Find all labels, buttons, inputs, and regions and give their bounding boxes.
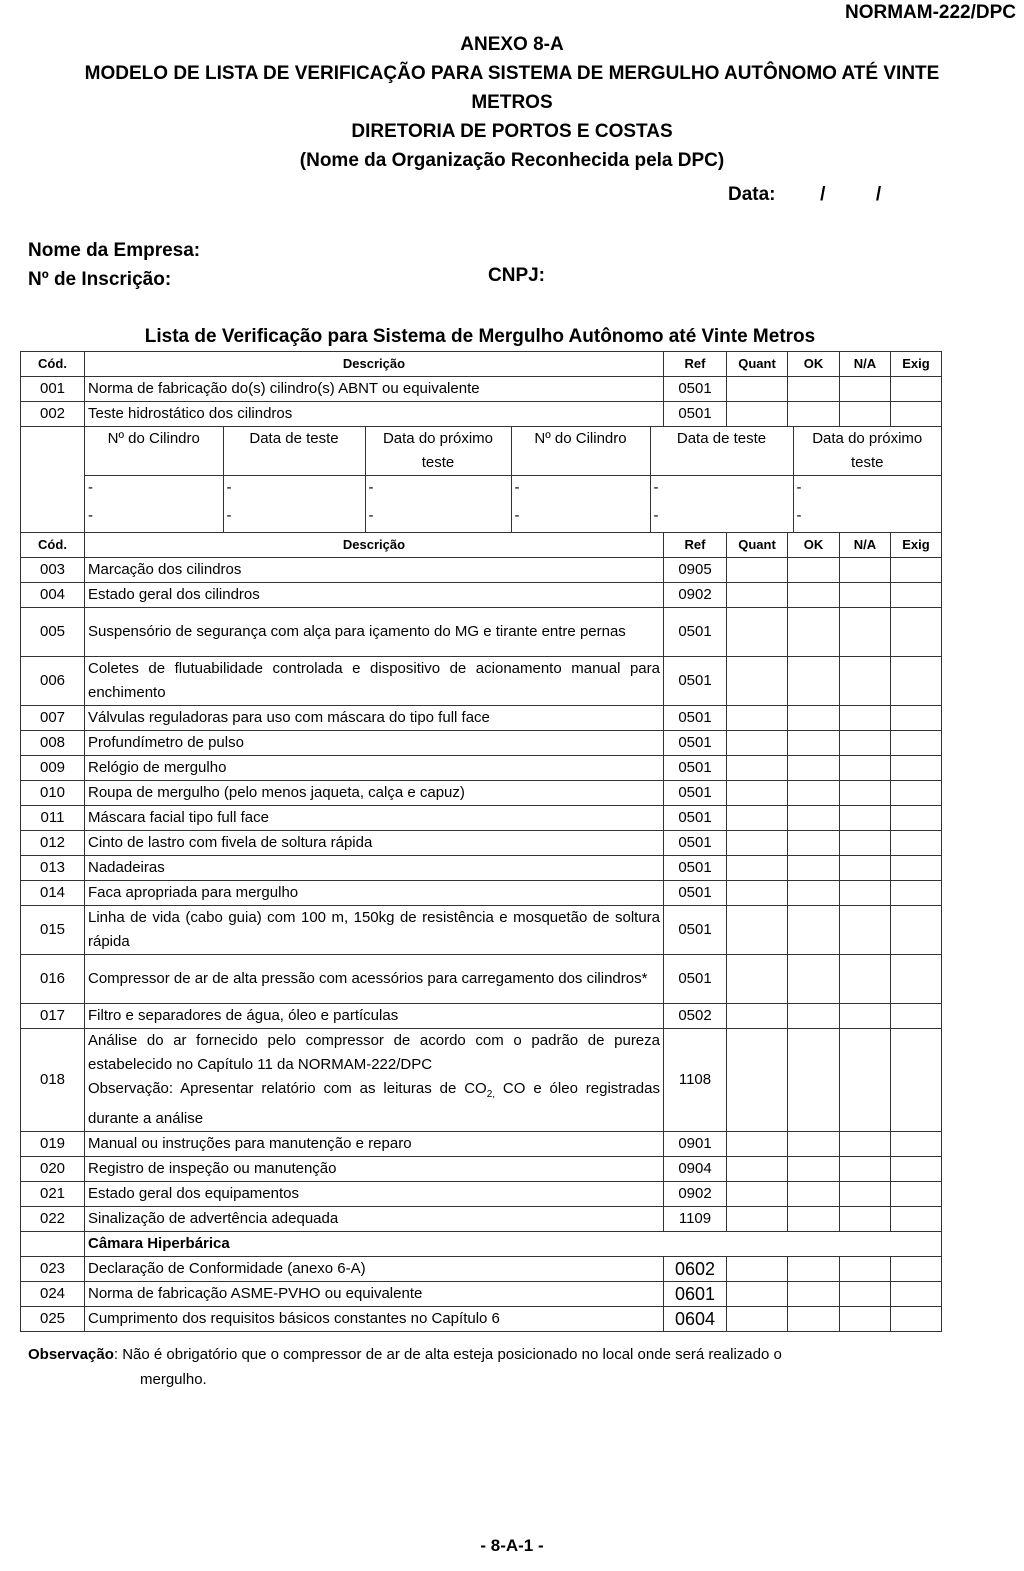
item-description: Coletes de flutuabilidade controlada e dispositivo de acionamento manual para enchimento bbox=[85, 657, 664, 706]
cylinder-column-header: Nº do Cilindro bbox=[85, 427, 223, 476]
ok-cell[interactable] bbox=[788, 955, 840, 1004]
na-cell[interactable] bbox=[840, 906, 891, 955]
item-description: Roupa de mergulho (pelo menos jaqueta, calça e capuz) bbox=[85, 781, 664, 806]
item-ref: 0501 bbox=[664, 657, 727, 706]
na-cell[interactable] bbox=[840, 1157, 891, 1182]
annex-title: ANEXO 8-A bbox=[460, 34, 564, 55]
ok-cell[interactable] bbox=[788, 806, 840, 831]
checklist-row bbox=[21, 402, 942, 427]
exig-cell[interactable] bbox=[891, 583, 942, 608]
cylinder-cell: - bbox=[365, 504, 511, 532]
exig-cell[interactable] bbox=[891, 1004, 942, 1029]
item-ref: 0501 bbox=[664, 608, 727, 657]
exig-cell[interactable] bbox=[891, 756, 942, 781]
quant-cell[interactable] bbox=[727, 856, 788, 881]
ok-cell[interactable] bbox=[788, 1307, 840, 1332]
subscript: 2, bbox=[486, 1089, 496, 1100]
quant-cell[interactable] bbox=[727, 731, 788, 756]
na-cell[interactable] bbox=[840, 706, 891, 731]
na-cell[interactable] bbox=[840, 402, 891, 427]
item-description: Manual ou instruções para manutenção e reparo bbox=[85, 1132, 664, 1157]
item-ref: 0501 bbox=[664, 781, 727, 806]
exig-cell[interactable] bbox=[891, 1307, 942, 1332]
item-ref: 0501 bbox=[664, 756, 727, 781]
observation-label: Observação bbox=[28, 1346, 114, 1363]
item-ref: 1108 bbox=[664, 1029, 727, 1132]
checklist-row bbox=[21, 955, 942, 1004]
checklist-row bbox=[21, 1132, 942, 1157]
na-cell[interactable] bbox=[840, 881, 891, 906]
ok-cell[interactable] bbox=[788, 402, 840, 427]
item-ref: 0501 bbox=[664, 806, 727, 831]
exig-cell[interactable] bbox=[891, 831, 942, 856]
checklist-row bbox=[21, 731, 942, 756]
item-code: 020 bbox=[21, 1157, 85, 1182]
na-cell[interactable] bbox=[840, 1207, 891, 1232]
item-ref: 0501 bbox=[664, 377, 727, 402]
section-header-row bbox=[21, 1232, 942, 1257]
checklist-row bbox=[21, 806, 942, 831]
date-separator: / bbox=[820, 184, 826, 205]
ok-cell[interactable] bbox=[788, 1257, 840, 1282]
na-cell[interactable] bbox=[840, 558, 891, 583]
item-description-note-text: Observação: Apresentar relatório com as leituras de CO bbox=[88, 1080, 487, 1097]
item-ref: 0902 bbox=[664, 1182, 727, 1207]
item-ref: 0902 bbox=[664, 583, 727, 608]
quant-cell[interactable] bbox=[727, 1157, 788, 1182]
quant-cell[interactable] bbox=[727, 906, 788, 955]
exig-cell[interactable] bbox=[891, 856, 942, 881]
quant-cell[interactable] bbox=[727, 955, 788, 1004]
item-code: 006 bbox=[21, 657, 85, 706]
item-code: 010 bbox=[21, 781, 85, 806]
na-cell[interactable] bbox=[840, 781, 891, 806]
item-code: 005 bbox=[21, 608, 85, 657]
item-description: Relógio de mergulho bbox=[85, 756, 664, 781]
na-cell[interactable] bbox=[840, 856, 891, 881]
cylinder-column-header: Nº do Cilindro bbox=[511, 427, 650, 476]
exig-cell[interactable] bbox=[891, 906, 942, 955]
cylinder-table-row bbox=[21, 427, 942, 533]
observation-note bbox=[28, 1342, 990, 1392]
ok-cell[interactable] bbox=[788, 558, 840, 583]
item-description: Estado geral dos equipamentos bbox=[85, 1182, 664, 1207]
quant-cell[interactable] bbox=[727, 377, 788, 402]
table-header-row bbox=[21, 352, 942, 377]
exig-cell[interactable] bbox=[891, 1257, 942, 1282]
item-code: 009 bbox=[21, 756, 85, 781]
ok-cell[interactable] bbox=[788, 881, 840, 906]
na-cell[interactable] bbox=[840, 756, 891, 781]
table-title: Lista de Verificação para Sistema de Mergulho Autônomo até Vinte Metros bbox=[144, 326, 816, 347]
item-code: 001 bbox=[21, 377, 85, 402]
na-cell[interactable] bbox=[840, 831, 891, 856]
exig-cell[interactable] bbox=[891, 1132, 942, 1157]
section-title: Câmara Hiperbárica bbox=[85, 1232, 942, 1257]
item-code: 019 bbox=[21, 1132, 85, 1157]
column-header: Quant bbox=[727, 352, 788, 377]
column-header: N/A bbox=[840, 352, 891, 377]
column-header: Ref bbox=[664, 352, 727, 377]
item-ref: 0904 bbox=[664, 1157, 727, 1182]
ok-cell[interactable] bbox=[788, 1004, 840, 1029]
company-name-label: Nome da Empresa: bbox=[28, 240, 201, 261]
cylinder-table bbox=[85, 427, 941, 532]
document-header bbox=[0, 30, 1024, 175]
page-number: - 8-A-1 - bbox=[480, 1536, 544, 1555]
cylinder-cell: - bbox=[223, 504, 365, 532]
quant-cell[interactable] bbox=[727, 583, 788, 608]
na-cell[interactable] bbox=[840, 1004, 891, 1029]
item-description: Faca apropriada para mergulho bbox=[85, 881, 664, 906]
quant-cell[interactable] bbox=[727, 1182, 788, 1207]
cylinder-column-header: Data de teste bbox=[223, 427, 365, 476]
ok-cell[interactable] bbox=[788, 608, 840, 657]
ok-cell[interactable] bbox=[788, 831, 840, 856]
item-description: Cinto de lastro com fivela de soltura rápida bbox=[85, 831, 664, 856]
exig-cell[interactable] bbox=[891, 1282, 942, 1307]
quant-cell[interactable] bbox=[727, 1207, 788, 1232]
ok-cell[interactable] bbox=[788, 756, 840, 781]
quant-cell[interactable] bbox=[727, 756, 788, 781]
item-code: 011 bbox=[21, 806, 85, 831]
item-code: 015 bbox=[21, 906, 85, 955]
quant-cell[interactable] bbox=[727, 608, 788, 657]
item-description: Linha de vida (cabo guia) com 100 m, 150kg de resistência e mosquetão de soltura rápida bbox=[85, 906, 664, 955]
na-cell[interactable] bbox=[840, 1182, 891, 1207]
item-ref: 0501 bbox=[664, 706, 727, 731]
observation-text-continued: mergulho. bbox=[140, 1371, 207, 1388]
checklist-row bbox=[21, 1282, 942, 1307]
cylinder-row bbox=[85, 504, 941, 532]
ok-cell[interactable] bbox=[788, 706, 840, 731]
item-description: Profundímetro de pulso bbox=[85, 731, 664, 756]
exig-cell[interactable] bbox=[891, 706, 942, 731]
ok-cell[interactable] bbox=[788, 377, 840, 402]
ok-cell[interactable] bbox=[788, 781, 840, 806]
cnpj-label: CNPJ: bbox=[488, 265, 546, 286]
exig-cell[interactable] bbox=[891, 1182, 942, 1207]
exig-cell[interactable] bbox=[891, 1157, 942, 1182]
cylinder-row bbox=[85, 476, 941, 505]
exig-cell[interactable] bbox=[891, 881, 942, 906]
item-code: 014 bbox=[21, 881, 85, 906]
item-ref: 0501 bbox=[664, 906, 727, 955]
item-description: Sinalização de advertência adequada bbox=[85, 1207, 664, 1232]
document-title-line1: MODELO DE LISTA DE VERIFICAÇÃO PARA SISTEMA DE MERGULHO AUTÔNOMO ATÉ VINTE bbox=[84, 63, 940, 84]
item-description: Declaração de Conformidade (anexo 6-A) bbox=[85, 1257, 664, 1282]
checklist-row bbox=[21, 1029, 942, 1132]
cylinder-cell: - bbox=[650, 504, 793, 532]
item-code: 025 bbox=[21, 1307, 85, 1332]
organization-name: (Nome da Organização Reconhecida pela DPC) bbox=[299, 150, 725, 171]
item-code: 022 bbox=[21, 1207, 85, 1232]
checklist-row bbox=[21, 1207, 942, 1232]
item-ref: 0501 bbox=[664, 402, 727, 427]
quant-cell[interactable] bbox=[727, 706, 788, 731]
ok-cell[interactable] bbox=[788, 731, 840, 756]
column-header: Quant bbox=[727, 533, 788, 558]
quant-cell[interactable] bbox=[727, 1307, 788, 1332]
exig-cell[interactable] bbox=[891, 402, 942, 427]
ok-cell[interactable] bbox=[788, 906, 840, 955]
cylinder-cell: - bbox=[796, 479, 802, 496]
column-header: Ref bbox=[664, 533, 727, 558]
quant-cell[interactable] bbox=[727, 402, 788, 427]
exig-cell[interactable] bbox=[891, 1029, 942, 1132]
item-ref: 1109 bbox=[664, 1207, 727, 1232]
na-cell[interactable] bbox=[840, 1307, 891, 1332]
exig-cell[interactable] bbox=[891, 1207, 942, 1232]
quant-cell[interactable] bbox=[727, 1004, 788, 1029]
item-ref: 0501 bbox=[664, 831, 727, 856]
column-header: OK bbox=[788, 352, 840, 377]
checklist-row bbox=[21, 1182, 942, 1207]
na-cell[interactable] bbox=[840, 1257, 891, 1282]
item-description: Estado geral dos cilindros bbox=[85, 583, 664, 608]
item-description: Cumprimento dos requisitos básicos constantes no Capítulo 6 bbox=[85, 1307, 664, 1332]
checklist-row bbox=[21, 583, 942, 608]
quant-cell[interactable] bbox=[727, 1029, 788, 1132]
na-cell[interactable] bbox=[840, 1132, 891, 1157]
item-description: Marcação dos cilindros bbox=[85, 558, 664, 583]
quant-cell[interactable] bbox=[727, 806, 788, 831]
checklist-row bbox=[21, 1257, 942, 1282]
document-code: NORMAM-222/DPC bbox=[844, 2, 1016, 23]
item-ref: 0905 bbox=[664, 558, 727, 583]
checklist-row bbox=[21, 657, 942, 706]
exig-cell[interactable] bbox=[891, 955, 942, 1004]
na-cell[interactable] bbox=[840, 583, 891, 608]
cylinder-column-header: Data do próximo teste bbox=[793, 427, 941, 476]
checklist-row bbox=[21, 881, 942, 906]
item-code: 017 bbox=[21, 1004, 85, 1029]
column-header: Descrição bbox=[85, 533, 664, 558]
item-description: Válvulas reguladoras para uso com máscara do tipo full face bbox=[85, 706, 664, 731]
na-cell[interactable] bbox=[840, 1282, 891, 1307]
cylinder-cell: - bbox=[365, 476, 511, 505]
na-cell[interactable] bbox=[840, 1029, 891, 1132]
quant-cell[interactable] bbox=[727, 1257, 788, 1282]
na-cell[interactable] bbox=[840, 657, 891, 706]
cylinder-cell: - bbox=[223, 476, 365, 505]
item-code: 023 bbox=[21, 1257, 85, 1282]
item-ref: 0502 bbox=[664, 1004, 727, 1029]
item-code: 008 bbox=[21, 731, 85, 756]
checklist-row bbox=[21, 1307, 942, 1332]
column-header: N/A bbox=[840, 533, 891, 558]
item-description: Norma de fabricação do(s) cilindro(s) ABNT ou equivalente bbox=[85, 377, 664, 402]
ok-cell[interactable] bbox=[788, 1029, 840, 1132]
exig-cell[interactable] bbox=[891, 657, 942, 706]
item-description: Registro de inspeção ou manutenção bbox=[85, 1157, 664, 1182]
item-description: Teste hidrostático dos cilindros bbox=[85, 402, 664, 427]
checklist-row bbox=[21, 1004, 942, 1029]
item-code: 018 bbox=[21, 1029, 85, 1132]
exig-cell[interactable] bbox=[891, 781, 942, 806]
checklist-row bbox=[21, 558, 942, 583]
item-code: 003 bbox=[21, 558, 85, 583]
checklist-table bbox=[20, 351, 942, 1332]
na-cell[interactable] bbox=[840, 608, 891, 657]
column-header: Descrição bbox=[85, 352, 664, 377]
item-code: 021 bbox=[21, 1182, 85, 1207]
ok-cell[interactable] bbox=[788, 1132, 840, 1157]
cylinder-header-row bbox=[85, 427, 941, 476]
item-description: Filtro e separadores de água, óleo e partículas bbox=[85, 1004, 664, 1029]
na-cell[interactable] bbox=[840, 955, 891, 1004]
checklist-row bbox=[21, 706, 942, 731]
item-description: Nadadeiras bbox=[85, 856, 664, 881]
date-field bbox=[728, 184, 881, 206]
item-code: 024 bbox=[21, 1282, 85, 1307]
quant-cell[interactable] bbox=[727, 881, 788, 906]
column-header: Exig bbox=[891, 352, 942, 377]
checklist-row bbox=[21, 377, 942, 402]
date-label: Data: bbox=[728, 184, 776, 205]
item-description-note bbox=[88, 1077, 660, 1131]
ok-cell[interactable] bbox=[788, 856, 840, 881]
checklist-row bbox=[21, 1157, 942, 1182]
checklist-row bbox=[21, 906, 942, 955]
ok-cell[interactable] bbox=[788, 657, 840, 706]
checklist-row bbox=[21, 831, 942, 856]
item-ref: 0602 bbox=[664, 1257, 727, 1282]
item-ref: 0601 bbox=[664, 1282, 727, 1307]
checklist-row bbox=[21, 608, 942, 657]
na-cell[interactable] bbox=[840, 377, 891, 402]
cylinder-column-header: Data do próximo teste bbox=[365, 427, 511, 476]
ok-cell[interactable] bbox=[788, 1157, 840, 1182]
item-description: Norma de fabricação ASME-PVHO ou equivalente bbox=[85, 1282, 664, 1307]
exig-cell[interactable] bbox=[891, 377, 942, 402]
na-cell[interactable] bbox=[840, 806, 891, 831]
na-cell[interactable] bbox=[840, 731, 891, 756]
column-header: Cód. bbox=[21, 533, 85, 558]
item-ref: 0501 bbox=[664, 881, 727, 906]
column-header: Cód. bbox=[21, 352, 85, 377]
item-code: 012 bbox=[21, 831, 85, 856]
quant-cell[interactable] bbox=[727, 657, 788, 706]
item-code: 004 bbox=[21, 583, 85, 608]
ok-cell[interactable] bbox=[788, 1207, 840, 1232]
cylinder-cell: - bbox=[796, 507, 802, 524]
cylinder-cell: - bbox=[85, 476, 223, 505]
date-separator: / bbox=[875, 184, 882, 205]
cylinder-cell: - bbox=[511, 476, 650, 505]
ok-cell[interactable] bbox=[788, 1282, 840, 1307]
cylinder-cell: - bbox=[85, 504, 223, 532]
checklist-row bbox=[21, 756, 942, 781]
registration-label: Nº de Inscrição: bbox=[28, 269, 172, 290]
company-info bbox=[28, 236, 200, 294]
quant-cell[interactable] bbox=[727, 558, 788, 583]
exig-cell[interactable] bbox=[891, 806, 942, 831]
cylinder-column-header: Data de teste bbox=[650, 427, 793, 476]
checklist-row bbox=[21, 856, 942, 881]
item-code: 007 bbox=[21, 706, 85, 731]
checklist-row bbox=[21, 781, 942, 806]
quant-cell[interactable] bbox=[727, 1132, 788, 1157]
quant-cell[interactable] bbox=[727, 831, 788, 856]
item-description bbox=[85, 1029, 664, 1132]
item-description: Máscara facial tipo full face bbox=[85, 806, 664, 831]
item-description: Suspensório de segurança com alça para içamento do MG e tirante entre pernas bbox=[85, 608, 664, 657]
item-code: 016 bbox=[21, 955, 85, 1004]
item-ref: 0901 bbox=[664, 1132, 727, 1157]
table-header-row bbox=[21, 533, 942, 558]
column-header: Exig bbox=[891, 533, 942, 558]
document-title-line2: METROS bbox=[471, 92, 553, 113]
item-ref: 0501 bbox=[664, 856, 727, 881]
item-description: Compressor de ar de alta pressão com acessórios para carregamento dos cilindros* bbox=[85, 955, 664, 1004]
exig-cell[interactable] bbox=[891, 608, 942, 657]
directorate-name: DIRETORIA DE PORTOS E COSTAS bbox=[351, 121, 673, 142]
item-ref: 0501 bbox=[664, 955, 727, 1004]
observation-text: : Não é obrigatório que o compressor de ar de alta esteja posicionado no local onde será realizado o bbox=[113, 1346, 782, 1363]
column-header: OK bbox=[788, 533, 840, 558]
ok-cell[interactable] bbox=[788, 1182, 840, 1207]
quant-cell[interactable] bbox=[727, 1282, 788, 1307]
exig-cell[interactable] bbox=[891, 731, 942, 756]
item-description-part: Análise do ar fornecido pelo compressor de acordo com o padrão de pureza estabelecido no Capítulo 11 da NORMAM-222/DPC bbox=[88, 1032, 660, 1073]
item-ref: 0501 bbox=[664, 731, 727, 756]
exig-cell[interactable] bbox=[891, 558, 942, 583]
cylinder-cell: - bbox=[650, 476, 793, 505]
quant-cell[interactable] bbox=[727, 781, 788, 806]
ok-cell[interactable] bbox=[788, 583, 840, 608]
item-code: 013 bbox=[21, 856, 85, 881]
item-description-note-text: CO e óleo registradas durante a análise bbox=[88, 1080, 660, 1127]
item-code: 002 bbox=[21, 402, 85, 427]
item-ref: 0604 bbox=[664, 1307, 727, 1332]
cylinder-cell: - bbox=[511, 504, 650, 532]
